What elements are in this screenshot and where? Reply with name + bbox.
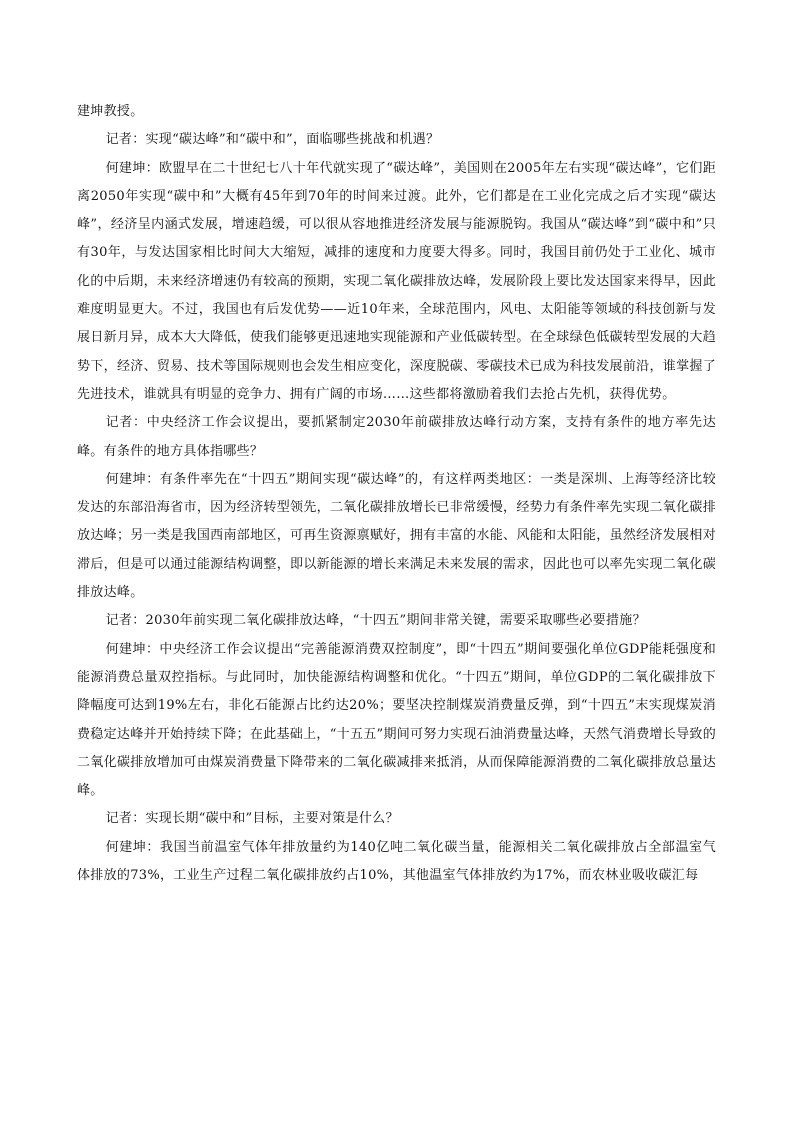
paragraph-answer-measures: 何建坤：中央经济工作会议提出“完善能源消费双控制度”，即“十四五”期间要强化单位GDP能耗强度和能源消费总量双控指标。与此同时，加快能源结构调整和优化。“十四五”期间，单位GDP的二氧化碳排放下降幅度可达到19%左右，非化石能源占比约达20%；要坚决控制煤炭消费量反弹，到“十四五”末实现煤炭消费稳定达峰并开始持续下降；在此基础上，“十五五”期间可努力实现石油消费量达峰，天然气消费增长导致的二氧化碳排放增加可由煤炭消费量下降带来的二氧化碳减排来抵消，从而保障能源消费的二氧化碳排放总量达峰。 — [77, 641, 716, 799]
paragraph-continuation: 建坤教授。 — [77, 104, 144, 119]
paragraph-question-challenges: 记者：实现“碳达峰”和“碳中和”，面临哪些挑战和机遇？ — [105, 132, 440, 148]
paragraph-answer-neutrality: 何建坤：我国当前温室气体年排放量约为140亿吨二氧化碳当量，能源相关二氧化碳排放占全部温室气体排放的73%，工业生产过程二氧化碳排放约占10%，其他温室气体排放约为17%，而农林业吸收碳汇每 — [77, 839, 716, 884]
paragraph-question-measures: 记者：2030年前实现二氧化碳排放达峰，“十四五”期间非常关键，需要采取哪些必要措施？ — [105, 613, 646, 629]
paragraph-question-neutrality: 记者：实现长期“碳中和”目标，主要对策是什么？ — [105, 811, 399, 827]
paragraph-question-regions: 记者：中央经济工作会议提出，要抓紧制定2030年前碳排放达峰行动方案，支持有条件的地方率先达峰。有条件的地方具体指哪些？ — [77, 415, 716, 459]
paragraph-answer-challenges: 何建坤：欧盟早在二十世纪七八十年代就实现了“碳达峰”，美国则在2005年左右实现“碳达峰”，它们距离2050年实现“碳中和”大概有45年到70年的时间来过渡。此外，它们都是在工业化完成之后才实现“碳达峰”，经济呈内涵式发展，增速趋缓，可以很从容地推进经济发展与能源脱钩。我国从“碳达峰”到“碳中和”只有30年，与发达国家相比时间大大缩短，减排的速度和力度要大得多。同时，我国目前仍处于工业化、城市化的中后期，未来经济增速仍有较高的预期，实现二氧化碳排放达峰，发展阶段上要比发达国家来得早，因此难度明显更大。不过，我国也有后发优势——近10年来，全球范围内，风电、太阳能等领域的科技创新与发展日新月异，成本大大降低，使我们能够更迅速地实现能源和产业低碳转型。在全球绿色低碳转型发展的大趋势下，经济、贸易、技术等国际规则也会发生相应变化，深度脱碳、零碳技术已成为科技发展前沿，谁掌握了先进技术，谁就具有明显的竞争力、拥有广阔的市场……这些都将激励着我们去抢占先机，获得优势。 — [77, 160, 716, 402]
paragraph-answer-regions: 何建坤：有条件率先在“十四五”期间实现“碳达峰”的，有这样两类地区：一类是深圳、上海等经济比较发达的东部沿海省市，因为经济转型领先，二氧化碳排放增长已非常缓慢，经势力有条件率先实现二氧化碳排放达峰；另一类是我国西南部地区，可再生资源禀赋好，拥有丰富的水能、风能和太阳能，虽然经济发展相对滞后，但是可以通过能源结构调整，即以新能源的增长来满足未来发展的需求，因此也可以率先实现二氧化碳排放达峰。 — [77, 471, 716, 601]
